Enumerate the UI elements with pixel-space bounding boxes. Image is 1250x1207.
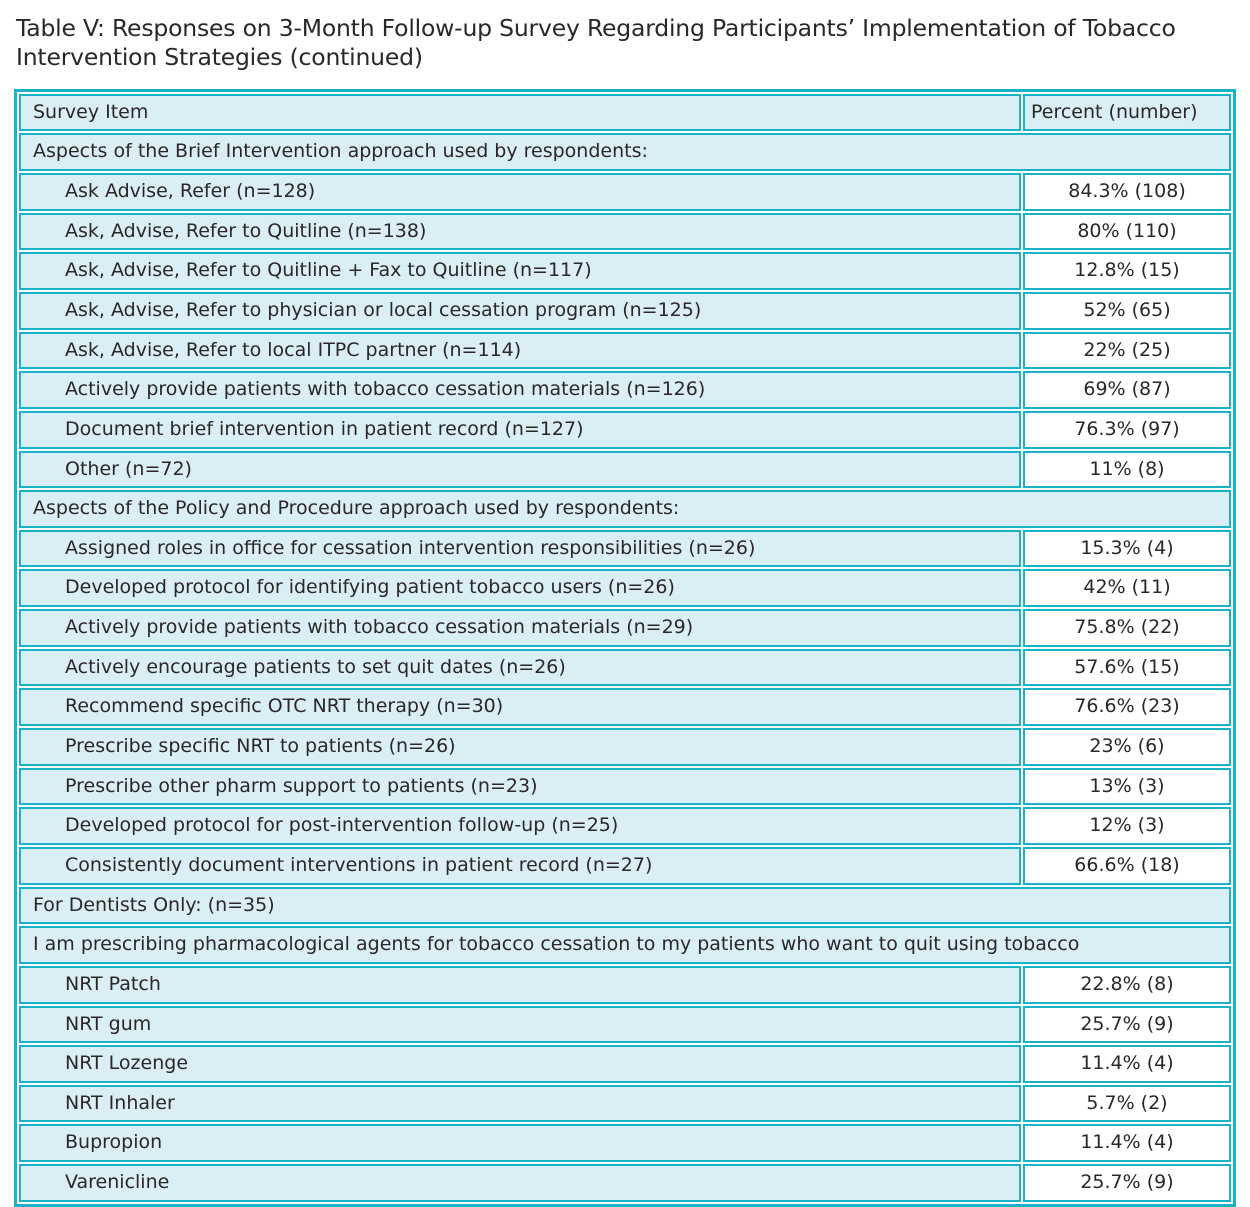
percent-cell: 25.7% (9) <box>1023 1164 1231 1202</box>
table-body <box>19 133 1231 1201</box>
percent-cell: 69% (87) <box>1023 371 1231 409</box>
column-header-survey-item: Survey Item <box>19 94 1021 132</box>
percent-cell: 75.8% (22) <box>1023 609 1231 647</box>
survey-item-cell: Ask Advise, Refer (n=128) <box>19 173 1021 211</box>
table-row <box>19 332 1231 370</box>
table-row <box>19 649 1231 687</box>
survey-item-cell: NRT Inhaler <box>19 1085 1021 1123</box>
table-row <box>19 252 1231 290</box>
survey-item-cell: Varenicline <box>19 1164 1021 1202</box>
percent-cell: 25.7% (9) <box>1023 1006 1231 1044</box>
table-row <box>19 1124 1231 1162</box>
table-row <box>19 451 1231 489</box>
percent-cell: 13% (3) <box>1023 768 1231 806</box>
survey-item-cell: Ask, Advise, Refer to Quitline + Fax to Quitline (n=117) <box>19 252 1021 290</box>
table-row <box>19 966 1231 1004</box>
percent-cell: 12.8% (15) <box>1023 252 1231 290</box>
section-row <box>19 926 1231 964</box>
percent-cell: 57.6% (15) <box>1023 649 1231 687</box>
table-row <box>19 1006 1231 1044</box>
section-label: Aspects of the Policy and Procedure approach used by respondents: <box>19 490 1231 528</box>
survey-item-cell: Document brief intervention in patient record (n=127) <box>19 411 1021 449</box>
table-row <box>19 173 1231 211</box>
survey-item-cell: NRT Patch <box>19 966 1021 1004</box>
survey-item-cell: Prescribe specific NRT to patients (n=26) <box>19 728 1021 766</box>
table-row <box>19 569 1231 607</box>
percent-cell: 11.4% (4) <box>1023 1045 1231 1083</box>
table-row <box>19 768 1231 806</box>
percent-cell: 76.6% (23) <box>1023 688 1231 726</box>
percent-cell: 42% (11) <box>1023 569 1231 607</box>
percent-cell: 52% (65) <box>1023 292 1231 330</box>
section-label: Aspects of the Brief Intervention approach used by respondents: <box>19 133 1231 171</box>
percent-cell: 66.6% (18) <box>1023 847 1231 885</box>
table-row <box>19 1045 1231 1083</box>
table-row <box>19 609 1231 647</box>
survey-results-table <box>14 89 1236 1207</box>
percent-cell: 76.3% (97) <box>1023 411 1231 449</box>
survey-item-cell: Ask, Advise, Refer to physician or local cessation program (n=125) <box>19 292 1021 330</box>
section-label: For Dentists Only: (n=35) <box>19 887 1231 925</box>
survey-item-cell: Other (n=72) <box>19 451 1021 489</box>
survey-item-cell: Developed protocol for post-intervention follow-up (n=25) <box>19 807 1021 845</box>
table-caption: Table V: Responses on 3-Month Follow-up Survey Regarding Participants’ Implementation of Tobacco Intervention Strategies (continued) <box>16 14 1176 71</box>
survey-item-cell: Actively provide patients with tobacco cessation materials (n=29) <box>19 609 1021 647</box>
table-row <box>19 1085 1231 1123</box>
column-header-percent-number: Percent (number) <box>1023 94 1231 132</box>
section-row <box>19 133 1231 171</box>
percent-cell: 84.3% (108) <box>1023 173 1231 211</box>
table-row <box>19 213 1231 251</box>
percent-cell: 12% (3) <box>1023 807 1231 845</box>
percent-cell: 22% (25) <box>1023 332 1231 370</box>
percent-cell: 15.3% (4) <box>1023 530 1231 568</box>
section-label: I am prescribing pharmacological agents for tobacco cessation to my patients who want to quit using tobacco <box>19 926 1231 964</box>
survey-item-cell: Actively provide patients with tobacco cessation materials (n=126) <box>19 371 1021 409</box>
table-row <box>19 371 1231 409</box>
survey-item-cell: Consistently document interventions in patient record (n=27) <box>19 847 1021 885</box>
section-row <box>19 490 1231 528</box>
survey-item-cell: Recommend specific OTC NRT therapy (n=30) <box>19 688 1021 726</box>
survey-item-cell: Bupropion <box>19 1124 1021 1162</box>
header-row <box>19 94 1231 132</box>
table-row <box>19 807 1231 845</box>
percent-cell: 22.8% (8) <box>1023 966 1231 1004</box>
survey-item-cell: NRT Lozenge <box>19 1045 1021 1083</box>
survey-item-cell: Prescribe other pharm support to patients (n=23) <box>19 768 1021 806</box>
percent-cell: 11.4% (4) <box>1023 1124 1231 1162</box>
survey-item-cell: Ask, Advise, Refer to Quitline (n=138) <box>19 213 1021 251</box>
percent-cell: 80% (110) <box>1023 213 1231 251</box>
survey-item-cell: Developed protocol for identifying patient tobacco users (n=26) <box>19 569 1021 607</box>
table-row <box>19 530 1231 568</box>
table-row <box>19 688 1231 726</box>
table-row <box>19 292 1231 330</box>
table-row <box>19 847 1231 885</box>
percent-cell: 23% (6) <box>1023 728 1231 766</box>
survey-item-cell: NRT gum <box>19 1006 1021 1044</box>
percent-cell: 5.7% (2) <box>1023 1085 1231 1123</box>
table-row <box>19 1164 1231 1202</box>
table-row <box>19 728 1231 766</box>
survey-item-cell: Ask, Advise, Refer to local ITPC partner (n=114) <box>19 332 1021 370</box>
percent-cell: 11% (8) <box>1023 451 1231 489</box>
survey-item-cell: Assigned roles in office for cessation intervention responsibilities (n=26) <box>19 530 1021 568</box>
table-row <box>19 411 1231 449</box>
survey-item-cell: Actively encourage patients to set quit dates (n=26) <box>19 649 1021 687</box>
section-row <box>19 887 1231 925</box>
